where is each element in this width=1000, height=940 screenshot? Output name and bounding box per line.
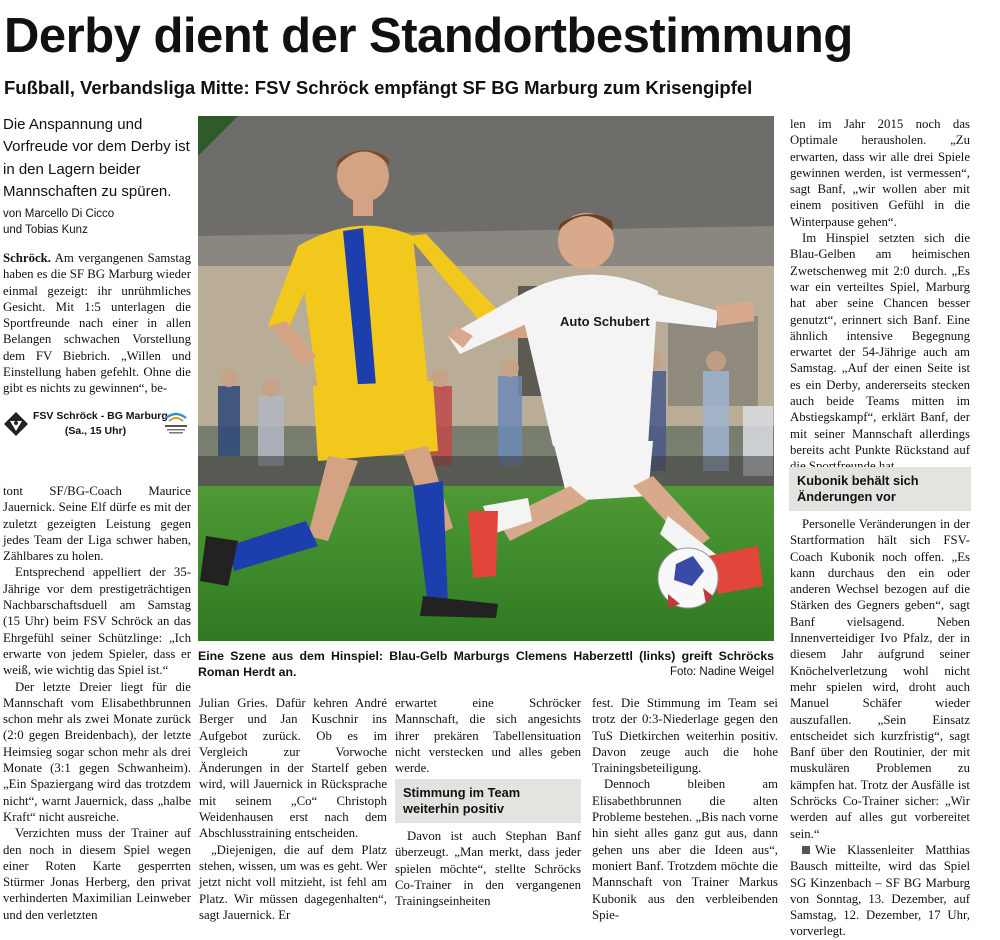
paragraph-12: Im Hinspiel setzten sich die Blau-Gelben am heimischen Zwetschenweg mit 2:0 durch. „Es war ein verteiltes Spiel, Marburg hat aber seine Chancen besser genutzt“, erinnert sich Banf. Eine ähnlich intensive Begegnung erwartet der 54-Jährige auch am Samstag. „Auf der einen Seite ist es ein Derby, andererseits stecken auch beide Teams mitten im Abstiegskampf“, erklärt Banf, der mit seiner Mannschaft allerdings bereits acht Punkte Rückstand auf — [790, 231, 970, 457]
match-time: (Sa., 15 Uhr) — [64, 425, 127, 437]
paragraph-1 — [3, 250, 191, 397]
paragraph-8: Davon ist auch Stephan Banf überzeugt. „Man merkt, dass jeder spielen möchte“, stellte Schröcks Co-Trainer in den vergangenen Trainingseinheiten — [395, 829, 581, 909]
paragraph-14-text: Wie Klassenleiter Matthias Bausch mitteilte, wird das Spiel SG Kinzenbach – SF BG Marburg von Sonntag, 13. Dezember, auf Samstag, 12. Dezember, 17 Uhr, vorverlegt. — [790, 842, 970, 939]
column-4 — [592, 695, 778, 923]
match-teams: FSV Schröck - BG Marburg — [33, 410, 168, 422]
paragraph-4: Verzichten muss der Trainer auf den noch in diesem Spiel wegen einer Roten Karte gesperrten Stürmer Jonas Herberg, den privat verhinderten Maximilian Leinweber und den verletzten — [3, 826, 191, 922]
paragraph-3: Der letzte Dreier liegt für die Mannschaft vom Elisabethbrunnen schon mehr als zwei Monate zurück (2:0 gegen Breidenbach), der letzte Heimsieg sogar schon mehr als drei Monate (3:1 gegen Schwanheim). „Ein Spaziergang wird das trotzdem nicht“, warnt Jauernick, dass „halbe Kraft“ nicht ausreiche. — [3, 679, 191, 824]
paragraph-1-text: Am vergangenen Samstag haben es die SF BG Marburg wieder einmal gezeigt: ihr unrühmliches Gesicht. Mit 1:5 unterlagen die Sportfreunde nach einer in allen Belangen schwachen Vorstellung dem FV Biebrich. „Willen und Einstellung haben gefehlt. Ohne die gibt es nichts zu gewinnen“, be- — [3, 251, 191, 396]
dateline: Schröck. — [3, 251, 51, 265]
paragraph-11: len im Jahr 2015 noch das Optimale herausholen. „Zu erwarten, dass wir alle drei Spiele gewinnen werden, ist vermessen“, sagt Banf, „wir wollen aber mit einem positiven Gefühl in die Winterpause gehen“. — [790, 117, 970, 229]
fsv-schroeck-logo-icon — [3, 411, 29, 437]
paragraph-7: erwartet eine Schröcker Mannschaft, die sich angesichts ihrer prekären Tabellensituation nicht verstecken und alles geben werde. — [395, 696, 581, 776]
subheading-box-kubonik: Kubonik behält sich Änderungen vor — [789, 467, 971, 511]
photo-credit: Foto: Nadine Weigel — [670, 666, 774, 678]
column-3 — [395, 695, 581, 776]
match-info-box — [3, 408, 191, 440]
paragraph-13: Personelle Veränderungen in der Startformation hält sich FSV-Coach Kubonik noch offen. „Es kann durchaus den ein oder anderen Wechsel bezogen auf die Stärken des Gegners geben“, sagt Banf vielsagend. Neben Innenverteidiger Ivo Pfalz, der in diesem Jahr aufgrund seiner Knöchelverletzung wohl nicht mehr spielen wird, droht auch Manuel Schäfer wieder auszufallen. „Sein Einsatz entscheidet sich kurzfristig“, sagt Banf über den Routinier, der mit muskulären Problemen zu kämpfen hat. Trotz der Ausfälle ist Schröcks Co-Trainer sicher: „Wir werden auf alles gut vorbereitet sein.“ — [790, 517, 970, 841]
headline: Derby dient der Standortbestimmung — [4, 9, 853, 63]
column-2 — [199, 695, 387, 923]
paragraph-10: Dennoch bleiben am Elisabethbrunnen die alten Probleme bestehen. „Bis nach vorne hin sieht alles ganz gut aus, dann gehen uns aber die Ideen aus“, moniert Banf. Trotzdem möchte die Mannschaft von Trainer Markus Kubonik aus den verbleibenden Spie- — [592, 777, 778, 922]
square-bullet-icon — [802, 846, 810, 854]
teaser: Die Anspannung und Vorfreude vor dem Derby ist in den Lagern beider Mannschaften zu spüren. — [3, 116, 190, 200]
subheading-box-team-mood: Stimmung im Team weiterhin positiv — [395, 779, 581, 823]
paragraph-14 — [790, 842, 970, 940]
column-1-bottom — [3, 483, 191, 923]
column-5-bottom — [790, 516, 970, 940]
football — [658, 548, 718, 608]
paragraph-9: fest. Die Stimmung im Team sei trotz der 0:3-Niederlage gegen den TuS Dietkirchen weiterhin positiv. Davon zeuge auch die hohe Trainingsbeteiligung. — [592, 696, 778, 776]
author-byline — [3, 207, 191, 238]
author-line-1: von Marcello Di Cicco — [3, 208, 115, 220]
photo-caption: Eine Szene aus dem Hinspiel: Blau-Gelb Marburgs Clemens Haberzettl (links) greift Schröcks Roman Herdt an. — [198, 649, 774, 679]
paragraph-6: „Diejenigen, die auf dem Platz stehen, wissen, um was es geht. Wer jetzt nicht voll mitzieht, ist fehl am Platz. Wir müssen dagegenhalten“, sagt Jauernick. Er — [199, 842, 387, 922]
author-line-2: und Tobias Kunz — [3, 223, 88, 236]
match-photo-illustration — [198, 116, 774, 641]
column-5-top — [790, 116, 970, 475]
sponsor-logo-icon — [161, 409, 191, 437]
jersey-sponsor-text: Auto Schubert — [560, 314, 650, 329]
paragraph-1-continued: tont SF/BG-Coach Maurice Jauernick. Seine Elf dürfe es mit der zuletzt gezeigten Leistung gegen jedes Team der Liga schwer haben, Zählbares zu holen. — [3, 484, 191, 564]
paragraph-5: Julian Gries. Dafür kehren André Berger und Jan Kuschnir ins Aufgebot zurück. Ob es im Vergleich zur Vorwoche Änderungen in der Startelf geben wird, will Jauernick in Rücksprache mit seinem „Co“ Christoph Weidenhausen erst nach dem Abschlusstraining entscheiden. — [199, 696, 387, 841]
column-1-top — [3, 250, 191, 397]
subheadline: Fußball, Verbandsliga Mitte: FSV Schröck empfängt SF BG Marburg zum Krisengipfel — [4, 77, 753, 98]
match-photo — [198, 116, 774, 641]
column-3-bottom — [395, 828, 581, 909]
paragraph-2: Entsprechend appelliert der 35-Jährige vor dem prestigeträchtigen Nachbarschaftsduell am Samstag (15 Uhr) beim FSV Schröck an das Ehrgefühl seiner Schützlinge: „Ich erwarte von jedem Spieler, dass er weiß, wie wichtig das Spiel ist.“ — [3, 565, 191, 678]
